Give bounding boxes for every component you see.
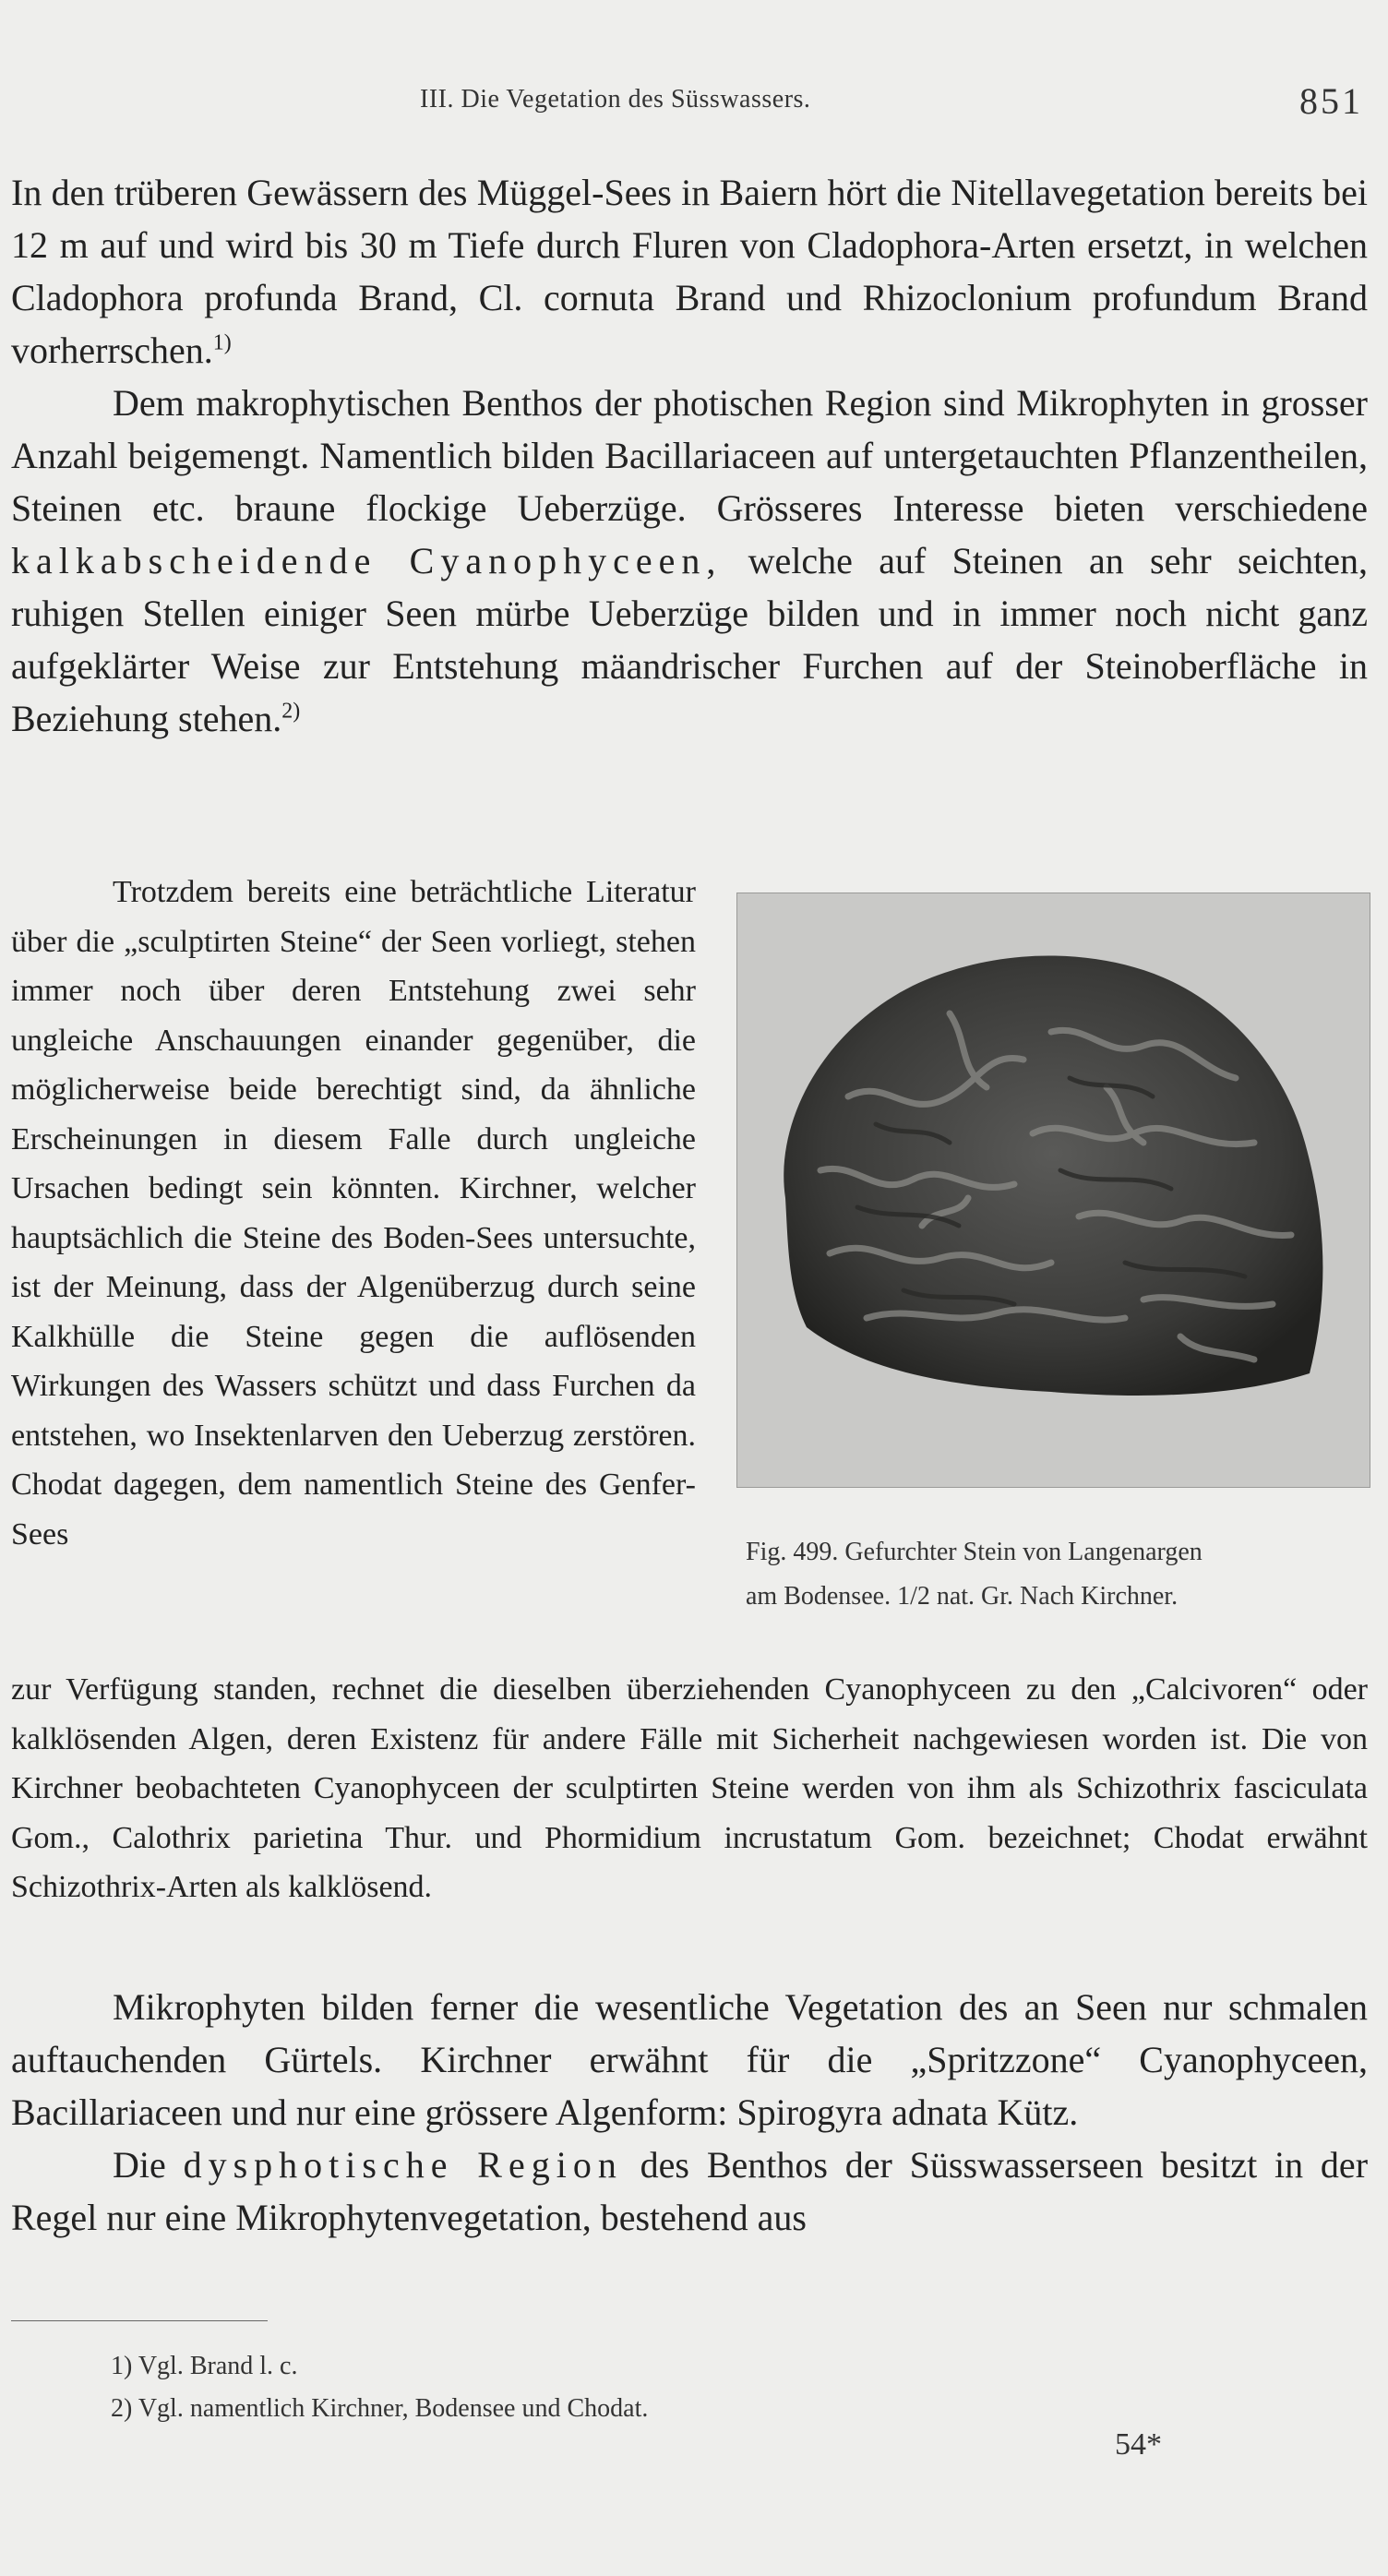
paragraph-3-continued: zur Verfügung standen, rechnet die dieselben überziehenden Cyanophyceen zu den „Calcivoren“ oder kalklösenden Algen, deren Existenz für andere Fälle mit Sicherheit nachgewiesen worden ist. Die von Kirchner beobachteten Cyanophyceen der sculptirten Steine werden von ihm als Schizothrix fasciculata Gom., Calothrix parietina Thur. und Phormidium incrustatum Gom. bezeichnet; Chodat erwähnt Schizothrix-Arten als kalklösend. bbox=[11, 1672, 1368, 1904]
text-block-bottom bbox=[11, 1981, 1368, 2244]
running-header bbox=[0, 80, 1388, 137]
signature-mark: 54* bbox=[1115, 2427, 1162, 2462]
furrowed-stone-image bbox=[737, 893, 1370, 1487]
spaced-term: dysphotische Region bbox=[183, 2144, 623, 2186]
figure-label: Fig. 499. bbox=[746, 1538, 839, 1566]
paragraph-3-wrapped: Trotzdem bereits eine beträchtliche Literatur über die „sculptirten Steine“ der Seen vorliegt, stehen immer noch über deren Entstehung zwei sehr ungleiche Anschauungen einander gegenüber, die möglicherweise beide berechtigt sind, da ähnliche Erscheinungen in diesem Falle durch ungleiche Ursachen bedingt sein könnten. Kirchner, welcher hauptsächlich die Steine des Boden-Sees untersuchte, ist der Meinung, dass der Algenüberzug durch seine Kalkhülle die Steine gegen die auflösenden Wirkungen des Wassers schützt und dass Furchen da entstehen, wo Insektenlarven den Ueberzug zerstören. Chodat dagegen, dem namentlich Steine des Genfer-Sees bbox=[11, 875, 696, 1552]
running-title: III. Die Vegetation des Süsswassers. bbox=[420, 85, 811, 114]
paragraph-4: Mikrophyten bilden ferner die wesentliche Vegetation des an Seen nur schmalen auftauchenden Gürtels. Kirchner erwähnt für die „Spritzzone“ Cyanophyceen, Bacillariaceen und nur eine grössere Algenform: Spirogyra adnata Kütz. bbox=[11, 1986, 1368, 2133]
figure-stone-photo bbox=[736, 893, 1370, 1488]
footnote-1: 1) Vgl. Brand l. c. bbox=[111, 2352, 298, 2380]
paragraph-2: Dem makrophytischen Benthos der photischen Region sind Mikrophyten in grosser Anzahl beigemengt. Namentlich bilden Bacillariaceen auf untergetauchten Pflanzentheilen, Steinen etc. braune flockige Ueberzüge. Grösseres Interesse bieten verschiedene kalkabscheidende Cyanophyceen, welche auf Steinen an sehr seichten, ruhigen Stellen einiger Seen mürbe Ueberzüge bilden und in immer noch nicht ganz aufgeklärter Weise zur Entstehung mäandrischer Furchen auf der Steinoberfläche in Beziehung stehen.$^{2)}$ bbox=[11, 382, 1369, 739]
figure-caption: Fig. 499. Gefurchter Stein von Langenargen am Bodensee. 1/2 nat. Gr. Nach Kirchner. bbox=[746, 1538, 1203, 1611]
footnote-2: 2) Vgl. namentlich Kirchner, Bodensee und Chodat. bbox=[111, 2394, 649, 2423]
paragraph-5: Die dysphotische Region des Benthos der Süsswasserseen besitzt in der Regel nur eine Mikrophytenvegetation, bestehend aus bbox=[11, 2144, 1369, 2238]
footnote-divider bbox=[11, 2320, 268, 2321]
spaced-term: kalkabscheidende Cyanophyceen, bbox=[11, 540, 723, 581]
scale-fraction: 1/2 bbox=[897, 1582, 930, 1611]
text-block-wide bbox=[11, 1665, 1368, 1912]
text-block-top bbox=[11, 166, 1368, 745]
footnote-ref-2[interactable]: 2) bbox=[281, 699, 301, 724]
text-block-wrapped bbox=[11, 868, 696, 1559]
footnote-ref-1[interactable]: 1) bbox=[212, 330, 232, 355]
page-number: 851 bbox=[1299, 80, 1363, 122]
paragraph-1: In den trüberen Gewässern des Müggel-Sees in Baiern hört die Nitellavegetation bereits bei 12 m auf und wird bis 30 m Tiefe durch Fluren von Cladophora-Arten ersetzt, in welchen Cladophora profunda Brand, Cl. cornuta Brand und Rhizoclonium profundum Brand vorherrschen.$^{1)}$ bbox=[11, 172, 1368, 371]
